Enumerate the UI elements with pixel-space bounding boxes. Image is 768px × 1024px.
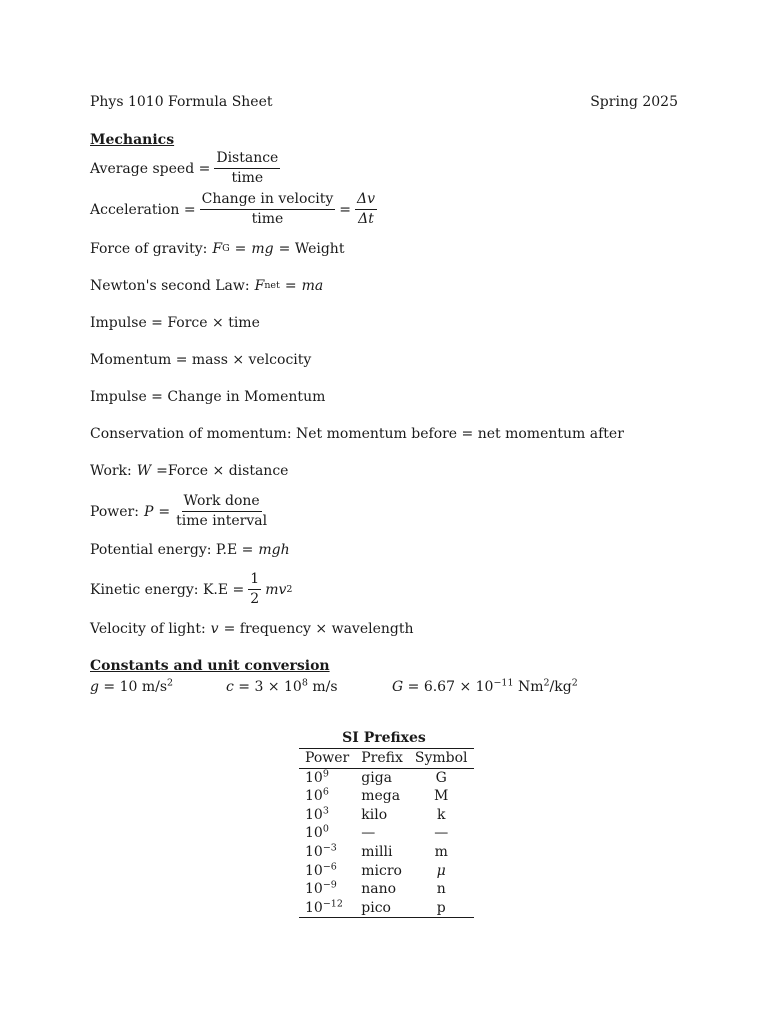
average-speed-formula: Average speed = $\frac{\text{Distance}}{\text{time}}$	[90, 150, 279, 186]
power-cell: $10^9$	[305, 767, 329, 786]
symbol-cell: p	[436, 899, 446, 916]
prefix-cell: nano	[361, 881, 397, 898]
prefix-cell: milli	[361, 843, 393, 860]
gravity-formula: Force of gravity: F G = mg = Weight	[90, 241, 345, 257]
power-cell: $10^3$	[305, 805, 329, 823]
symbol-cell: m	[434, 843, 448, 860]
power-cell: $10^6$	[305, 786, 329, 805]
table-row	[299, 880, 474, 899]
prefix-cell: micro	[361, 862, 402, 879]
power-cell: $10^{-6}$	[305, 860, 337, 879]
delta-fraction: $\frac{\Delta v}{\Delta t}$	[357, 191, 376, 227]
table-row	[299, 862, 474, 881]
power-cell: $10^0$	[305, 823, 329, 842]
table-row	[299, 768, 474, 787]
power-cell: $10^{-9}$	[305, 879, 337, 898]
prefix-cell: pico	[361, 899, 391, 916]
table-row	[299, 843, 474, 862]
acceleration-fraction: $\frac{\text{Change in velocity}}{\text{time}}$	[201, 191, 334, 227]
table-row	[299, 899, 474, 918]
acceleration-formula: Acceleration = $\frac{\text{Change in velocity}}{\text{time}}$ = $\frac{\Delta v}{\Delta t}$	[90, 191, 376, 227]
semester-label: Spring 2025	[590, 94, 678, 110]
power-column-header: Power	[305, 750, 350, 766]
impulse-change-formula: Impulse = Change in Momentum	[90, 389, 326, 405]
sheet-title: Phys 1010 Formula Sheet	[90, 94, 273, 110]
prefix-cell: —	[361, 825, 376, 842]
work-formula: Work: W =Force × distance	[90, 463, 289, 479]
prefix-cell: giga	[361, 769, 392, 786]
si-prefixes-title: SI Prefixes	[342, 730, 426, 746]
constants-heading: Constants and unit conversion	[90, 658, 330, 674]
prefix-column-header: Prefix	[361, 750, 403, 766]
mechanics-heading: Mechanics	[90, 132, 175, 148]
gravitational-constant: $G = 6.67 \times 10^{-11}$ $Nm^2/kg^2$	[392, 677, 578, 695]
impulse-formula: Impulse = Force × time	[90, 315, 260, 331]
speed-of-light-constant: $c = 3 \times 10^8$ m/s	[226, 677, 338, 695]
average-speed-fraction: $\frac{\text{Distance}}{\text{time}}$	[216, 150, 279, 186]
table-row	[299, 787, 474, 806]
power-fraction: $\frac{\text{Work done}}{\text{time interval}}$	[176, 493, 268, 529]
symbol-cell: n	[436, 881, 446, 898]
symbol-cell: G	[435, 769, 447, 786]
symbol-cell: —	[434, 825, 449, 842]
table-header-row	[299, 749, 474, 769]
gravity-constant: g = 10 $m/s^2$	[90, 677, 174, 695]
prefix-cell: kilo	[361, 806, 388, 823]
table-row	[299, 806, 474, 825]
half-fraction: $\frac{1}{2}$	[250, 571, 260, 607]
si-prefixes-table	[299, 748, 474, 918]
symbol-cell: M	[434, 788, 449, 805]
symbol-column-header: Symbol	[414, 750, 468, 766]
power-formula: Power: P = $\frac{\text{Work done}}{\text{time interval}}$	[90, 493, 268, 529]
power-cell: $10^{-12}$	[305, 898, 343, 916]
symbol-cell: μ	[436, 862, 446, 879]
table-row	[299, 824, 474, 843]
momentum-formula: Momentum = mass × velcocity	[90, 352, 312, 368]
power-cell: $10^{-3}$	[305, 842, 337, 860]
kinetic-energy-formula: Kinetic energy: K.E = $\frac{1}{2}$ mv 2	[90, 571, 293, 607]
potential-energy-formula: Potential energy: P.E = mgh	[90, 542, 290, 558]
newton-second-law-formula: Newton's second Law: F net = ma	[90, 278, 324, 294]
prefix-cell: mega	[361, 788, 401, 805]
velocity-of-light-formula: Velocity of light: v = frequency × wavelength	[90, 621, 414, 637]
conservation-formula: Conservation of momentum: Net momentum before = net momentum after	[90, 426, 624, 442]
symbol-cell: k	[436, 806, 446, 823]
